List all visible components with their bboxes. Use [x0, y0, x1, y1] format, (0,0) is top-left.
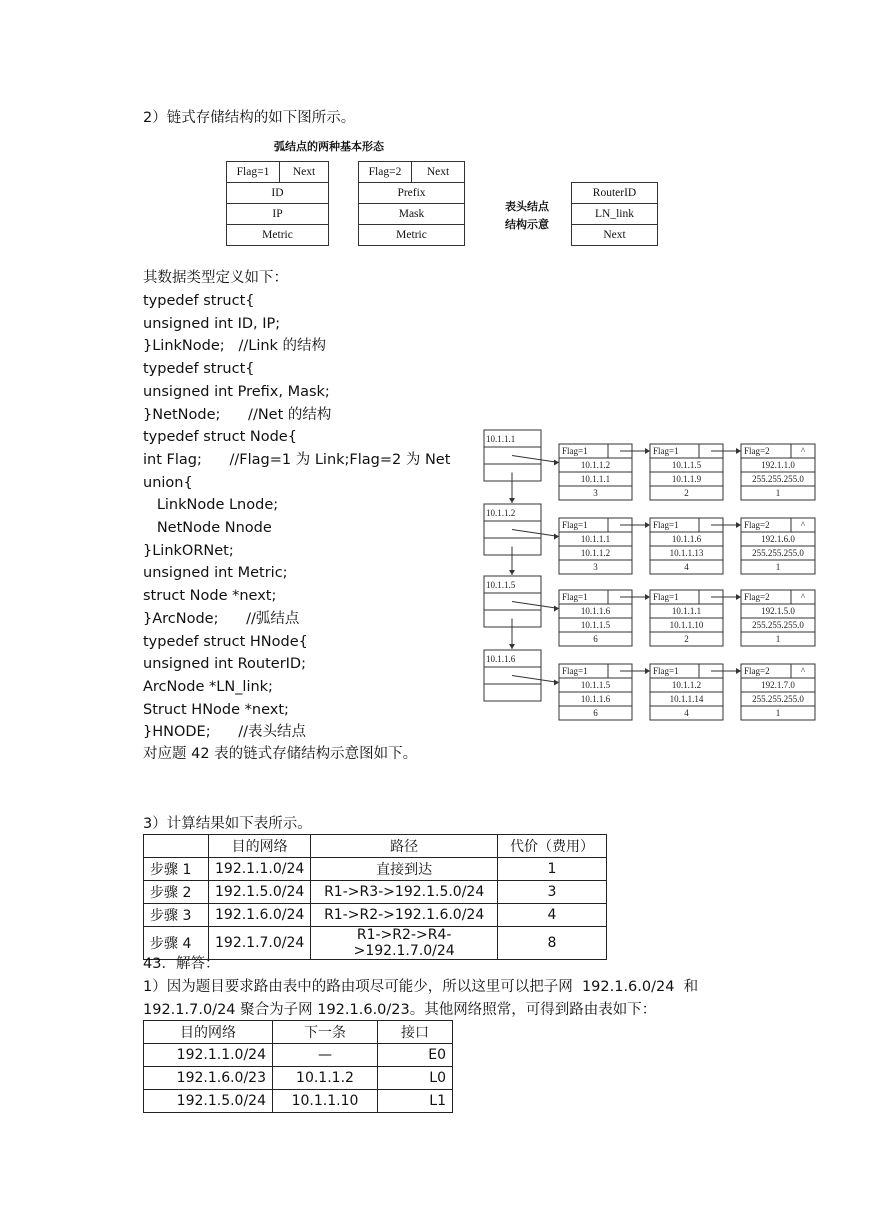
code-line: }HNODE; //表头结点 [143, 724, 307, 741]
table-header-row [144, 835, 607, 858]
arc-node-flag: Flag=1 [562, 446, 588, 456]
arrow-head [509, 498, 515, 503]
result-table [143, 834, 607, 960]
arrow-head [736, 668, 741, 674]
net-node-row: Mask [358, 203, 465, 225]
table-cell: 步骤 2 [144, 881, 209, 904]
arc-node-flag: Flag=1 [562, 592, 588, 602]
arc-node-b: 10.1.1.5 [580, 620, 611, 630]
head-link-arrow [512, 676, 559, 683]
arc-node-b: 10.1.1.10 [669, 620, 704, 630]
table-cell: 10.1.1.2 [273, 1067, 378, 1090]
table-row [144, 1090, 453, 1113]
code-line: typedef struct{ [143, 361, 255, 378]
arc-node-flag: Flag=1 [562, 520, 588, 530]
arrow-head [645, 594, 650, 600]
arc-node-a: 10.1.1.2 [580, 460, 611, 470]
head-node-id: 10.1.1.2 [486, 508, 516, 518]
figure-title: 弧结点的两种基本形态 [274, 140, 384, 153]
table-cell: 192.1.6.0/24 [209, 904, 311, 927]
head-node-id: 10.1.1.5 [486, 580, 516, 590]
table-header: 代价（费用） [498, 835, 607, 858]
q43-paragraph: 192.1.7.0/24 聚合为子网 192.1.6.0/23。其他网络照常，可得到路由表如下： [143, 1002, 657, 1018]
table-header: 接口 [378, 1021, 453, 1044]
arc-node-metric: 4 [684, 708, 689, 718]
table-cell: 4 [498, 904, 607, 927]
figure-caption: 对应题 42 表的链式存储结构示意图如下。 [143, 746, 418, 762]
code-line: }LinkNode; //Link 的结构 [143, 338, 327, 355]
arrow-head [554, 460, 559, 466]
table-cell: E0 [378, 1044, 453, 1067]
table-cell: 192.1.7.0/24 [209, 927, 311, 960]
arc-node-next: ^ [800, 666, 806, 676]
table-cell: 步骤 3 [144, 904, 209, 927]
arc-node-b: 255.255.255.0 [752, 620, 804, 630]
code-line: }ArcNode; //弧结点 [143, 610, 300, 627]
arrow-head [736, 594, 741, 600]
arc-node-metric: 3 [593, 562, 598, 572]
head-node-id: 10.1.1.6 [486, 654, 516, 664]
arc-node-metric: 1 [775, 488, 781, 498]
code-line: int Flag; //Flag=1 为 Link;Flag=2 为 Net [143, 451, 451, 468]
arc-node-b: 10.1.1.13 [669, 548, 704, 558]
arc-node-flag: Flag=2 [744, 520, 770, 530]
code-line: typedef struct HNode{ [143, 633, 308, 650]
table-cell: 1 [498, 858, 607, 881]
arc-node-flag: Flag=1 [653, 520, 679, 530]
arc-node-a: 192.1.1.0 [761, 460, 795, 470]
arrow-head [645, 448, 650, 454]
table-row [144, 1067, 453, 1090]
link-node-row: ID [226, 182, 329, 204]
arrow-head [736, 522, 741, 528]
head-link-arrow [512, 530, 559, 537]
code-line: unsigned int RouterID; [143, 656, 306, 673]
code-line: unsigned int Metric; [143, 565, 288, 582]
arc-node-b: 10.1.1.14 [669, 694, 704, 704]
arc-node-b: 255.255.255.0 [752, 474, 804, 484]
arc-node-metric: 6 [593, 634, 598, 644]
section-3-title: 3）计算结果如下表所示。 [143, 816, 312, 832]
head-node-row: Next [571, 224, 658, 246]
arrow-head [554, 606, 559, 612]
code-line: }LinkORNet; [143, 542, 234, 559]
table-header: 目的网络 [209, 835, 311, 858]
arc-node-metric: 6 [593, 708, 598, 718]
arc-node-a: 10.1.1.1 [671, 606, 702, 616]
code-line: unsigned int Prefix, Mask; [143, 383, 330, 400]
table-cell: 192.1.1.0/24 [209, 858, 311, 881]
arc-node-b: 10.1.1.9 [671, 474, 702, 484]
head-node-row: RouterID [571, 182, 658, 204]
arc-node-flag: Flag=1 [653, 592, 679, 602]
arrow-head [509, 644, 515, 649]
arc-node-flag: Flag=1 [653, 446, 679, 456]
head-node-id: 10.1.1.1 [486, 434, 516, 444]
arrow-head [736, 448, 741, 454]
net-node-flag: Flag=2 [358, 161, 412, 183]
code-line: unsigned int ID, IP; [143, 315, 281, 332]
q43-title: 43．解答： [143, 956, 220, 972]
net-node-row: Metric [358, 224, 465, 246]
arc-node-next: ^ [800, 592, 806, 602]
arc-node-a: 10.1.1.1 [580, 534, 611, 544]
table-row [144, 1044, 453, 1067]
link-node-row: Metric [226, 224, 329, 246]
arrow-head [554, 680, 559, 686]
arc-node-metric: 1 [775, 634, 781, 644]
arc-node-flag: Flag=2 [744, 592, 770, 602]
table-cell: 步骤 1 [144, 858, 209, 881]
table-row [144, 858, 607, 881]
arc-node-b: 255.255.255.0 [752, 548, 804, 558]
table-cell: 步骤 4 [144, 927, 209, 960]
arc-node-metric: 1 [775, 708, 781, 718]
arc-node-b: 10.1.1.2 [580, 548, 611, 558]
arc-node-b: 10.1.1.1 [580, 474, 611, 484]
table-header [144, 835, 209, 858]
table-header: 路径 [311, 835, 498, 858]
code-line: LinkNode Lnode; [143, 497, 279, 514]
arc-node-flag: Flag=2 [744, 666, 770, 676]
table-cell: 192.1.1.0/24 [144, 1044, 273, 1067]
table-cell: L0 [378, 1067, 453, 1090]
net-node-row: Prefix [358, 182, 465, 204]
arc-node-a: 10.1.1.6 [671, 534, 702, 544]
table-cell: 10.1.1.10 [273, 1090, 378, 1113]
arc-node-b: 255.255.255.0 [752, 694, 804, 704]
arc-node-a: 192.1.6.0 [761, 534, 795, 544]
code-line: Struct HNode *next; [143, 701, 289, 718]
q43-paragraph: 1）因为题目要求路由表中的路由项尽可能少，所以这里可以把子网 192.1.6.0/24 和 [143, 979, 699, 995]
arrow-head [645, 522, 650, 528]
table-cell: — [273, 1044, 378, 1067]
table-row [144, 881, 607, 904]
arc-node-flag: Flag=1 [653, 666, 679, 676]
linked-structure-figure [480, 426, 820, 726]
link-node-flag: Flag=1 [226, 161, 280, 183]
arc-node-flag: Flag=1 [562, 666, 588, 676]
arc-node-b: 10.1.1.6 [580, 694, 611, 704]
table-header: 目的网络 [144, 1021, 273, 1044]
head-label-line: 结构示意 [505, 218, 549, 231]
routing-table [143, 1020, 453, 1113]
table-cell: 8 [498, 927, 607, 960]
arc-node-a: 10.1.1.5 [580, 680, 611, 690]
table-cell: 192.1.6.0/23 [144, 1067, 273, 1090]
code-line: NetNode Nnode [143, 520, 272, 536]
table-cell: 直接到达 [311, 858, 498, 881]
arc-node-a: 10.1.1.6 [580, 606, 611, 616]
table-header: 下一条 [273, 1021, 378, 1044]
table-cell: R1->R2->192.1.6.0/24 [311, 904, 498, 927]
code-line: }NetNode; //Net 的结构 [143, 406, 332, 423]
net-node-next: Next [411, 161, 465, 183]
head-link-arrow [512, 602, 559, 609]
code-intro: 其数据类型定义如下： [143, 270, 288, 286]
arc-node-a: 10.1.1.2 [671, 680, 702, 690]
linked-structure-svg [480, 426, 820, 726]
arc-node-next: ^ [800, 446, 806, 456]
arc-node-next: ^ [800, 520, 806, 530]
arc-node-metric: 2 [684, 634, 689, 644]
head-node-label [505, 198, 549, 234]
link-node-row: IP [226, 203, 329, 225]
arc-node-metric: 3 [593, 488, 598, 498]
arc-node-metric: 4 [684, 562, 689, 572]
section-2-title: 2）链式存储结构的如下图所示。 [143, 110, 356, 126]
table-cell: R1->R2->R4->192.1.7.0/24 [311, 927, 498, 960]
code-line: typedef struct Node{ [143, 429, 297, 446]
code-line: union{ [143, 474, 193, 491]
arc-node-a: 192.1.7.0 [761, 680, 795, 690]
head-node-row: LN_link [571, 203, 658, 225]
head-label-line: 表头结点 [505, 200, 549, 213]
table-cell: 3 [498, 881, 607, 904]
head-link-arrow [512, 456, 559, 463]
arc-node-a: 10.1.1.5 [671, 460, 702, 470]
link-node-next: Next [279, 161, 329, 183]
table-cell: 192.1.5.0/24 [209, 881, 311, 904]
table-row [144, 904, 607, 927]
table-cell: R1->R3->192.1.5.0/24 [311, 881, 498, 904]
arc-node-metric: 1 [775, 562, 781, 572]
table-header-row [144, 1021, 453, 1044]
table-cell: 192.1.5.0/24 [144, 1090, 273, 1113]
code-line: typedef struct{ [143, 293, 255, 309]
table-cell: L1 [378, 1090, 453, 1113]
arrow-head [645, 668, 650, 674]
arc-node-flag: Flag=2 [744, 446, 770, 456]
arc-node-a: 192.1.5.0 [761, 606, 795, 616]
arc-node-metric: 2 [684, 488, 689, 498]
arrow-head [554, 534, 559, 540]
head-node-next-box [484, 684, 541, 701]
code-line: ArcNode *LN_link; [143, 678, 273, 695]
arrow-head [509, 570, 515, 575]
code-line: struct Node *next; [143, 588, 277, 605]
